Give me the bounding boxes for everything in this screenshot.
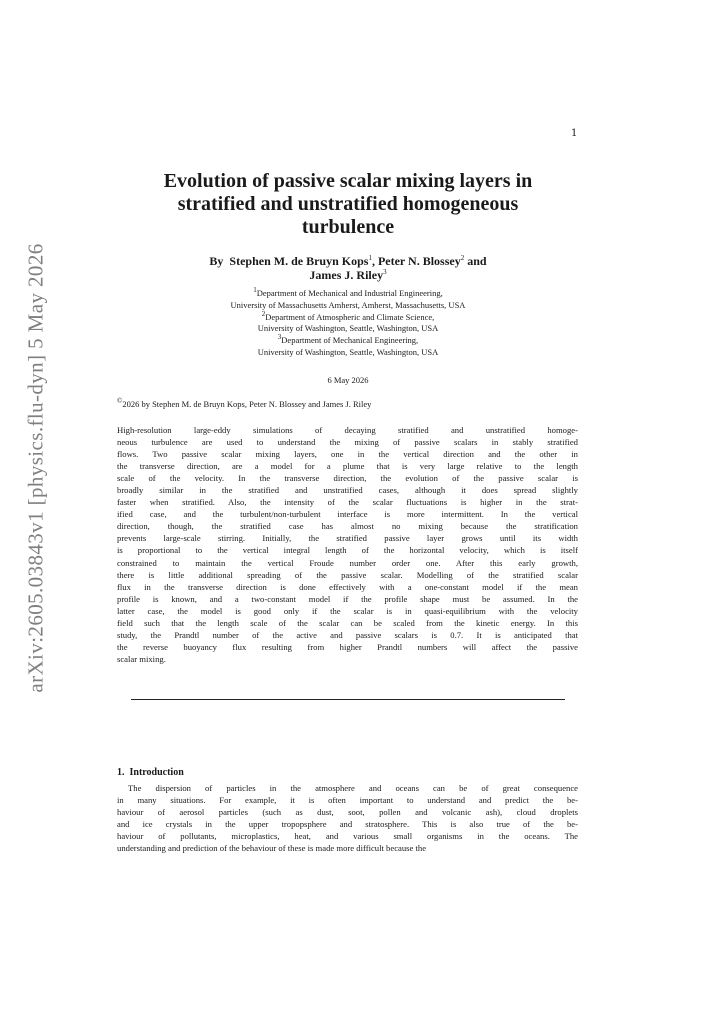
affiliation-text: University of Massachusetts Amherst, Amherst, Massachusetts, USA [230,299,466,310]
paper-title [118,170,578,239]
abstract-line: High-resolution large-eddy simulations of decaying stratified and unstratified homoge- [117,425,578,435]
affiliation-text: Department of Mechanical and Industrial Engineering, [256,288,443,298]
abstract-line: faster when stratified. Also, the intensity of the scalar fluctuations is higher in the strat- [117,497,578,508]
body-line: in many situations. For example, it is often important to understand and predict the be- [117,795,578,806]
affiliation-marker: 3 [277,333,282,342]
affiliation-line [118,309,578,324]
abstract-line: profile is known, and a two-constant model if the profile shape must be assumed. In the [117,593,578,604]
copyright-symbol: © [117,397,123,406]
abstract-line: is proportional to the vertical integral length of the horizontal velocity, which is itself [117,545,578,556]
copyright-text: 2026 by Stephen M. de Bruyn Kops, Peter N. Blossey and James J. Riley [122,399,372,409]
affiliation-marker: 2 [460,254,465,262]
abstract-line: scale of the velocity. In the transverse direction, the evolution of the passive scalar is [117,473,578,484]
title-line: turbulence [301,216,395,238]
section-divider [131,699,565,700]
affiliation-line [118,347,578,359]
abstract-line: flows. Two passive scalar mixing layers, one in the vertical direction and the other in [117,449,578,460]
affiliation-marker: 1 [368,254,372,262]
author-name: Peter N. Blossey [377,254,461,268]
body-line: and ice crystals in the upper tropopsphere and stratosphere. This is also true of the be- [117,819,578,830]
affiliation-line [118,323,578,335]
body-line: understanding and prediction of the behaviour of these is made more difficult because the [117,843,427,854]
author-separator: and [464,254,487,268]
abstract-line: field such that the length scale of the scalar can be scaled from the kinetic energy. In this [117,617,578,628]
abstract-line: prevents large-scale stirring. Initially, the stratified passive layer grows until its width [117,533,578,544]
affiliation-marker: 3 [383,268,387,276]
abstract-line: latter case, the model is good only if the scalar is in quasi-equilibrium with the velocity [117,605,578,616]
section-title: Introduction [129,767,184,778]
abstract-line: direction, though, the stratified case has almost no mixing because the stratification [117,521,578,532]
affiliation-line [118,335,578,347]
author-prefix: By [209,254,224,268]
abstract-line: study, the Prandtl number of the active and passive scalars is 0.7. It is anticipated that [117,629,578,640]
affiliation-text: Department of Mechanical Engineering, [281,335,419,346]
publication-date: 6 May 2026 [327,375,369,385]
introduction-body [117,782,578,854]
affiliation-text: University of Washington, Seattle, Washington, USA [257,346,439,357]
author-list [118,254,578,282]
abstract-line: scalar mixing. [117,653,166,664]
abstract-line: broadly similar in the stratified and unstratified cases, although it does spread slightly [117,485,578,496]
body-line: haviour of aerosol particles (such as dust, soot, pollen and volcanic ash), cloud droplets [117,807,578,818]
title-line: Evolution of passive scalar mixing layers in [163,170,533,192]
author-name: James J. Riley [309,268,384,282]
affiliation-marker: 2 [261,309,266,318]
affiliations [118,288,578,359]
abstract-line: there is little additional spreading of the passive scalar. Modelling of the stratified scalar [117,569,578,580]
abstract-line: constrained to maintain the vertical Froude number order one. After this early growth, [117,557,578,568]
body-line: The dispersion of particles in the atmosphere and oceans can be of great consequence [128,783,578,793]
affiliation-text: University of Washington, Seattle, Washington, USA [257,323,439,334]
affiliation-line [118,300,578,312]
arxiv-identifier[interactable]: arXiv:2605.03843v1 [physics.flu-dyn] 5 May 2026 [23,243,48,693]
title-line: stratified and unstratified homogeneous [177,193,519,215]
body-line: haviour of pollutants, microplastics, heat, and various small organisms in the oceans. The [117,831,578,842]
affiliation-text: Department of Atmospheric and Climate Science, [265,311,435,322]
author-separator: , [371,254,378,268]
affiliation-line [118,288,578,300]
abstract-line: the reverse buoyancy flux resulting from higher Prandtl numbers will affect the passive [117,641,578,652]
abstract-line: ified case, and the turbulent/non-turbulent interface is more intermittent. In the vertical [117,509,578,520]
section-heading [117,767,184,778]
author-line [118,254,578,268]
author-line [118,268,578,282]
author-name: Stephen M. de Bruyn Kops [229,254,369,268]
abstract-line: flux in the transverse direction is done effectively with a one-constant model if the mean [117,581,578,592]
section-number: 1. [117,767,125,778]
abstract [117,424,578,665]
copyright-notice [117,399,587,409]
affiliation-marker: 1 [253,286,257,295]
page-number: 1 [571,128,578,139]
abstract-line: the transverse direction, are a model for a plume that is very large relative to the length [117,461,578,472]
abstract-line: neous turbulence are used to understand the mixing of passive scalars in stably stratified [117,437,578,448]
